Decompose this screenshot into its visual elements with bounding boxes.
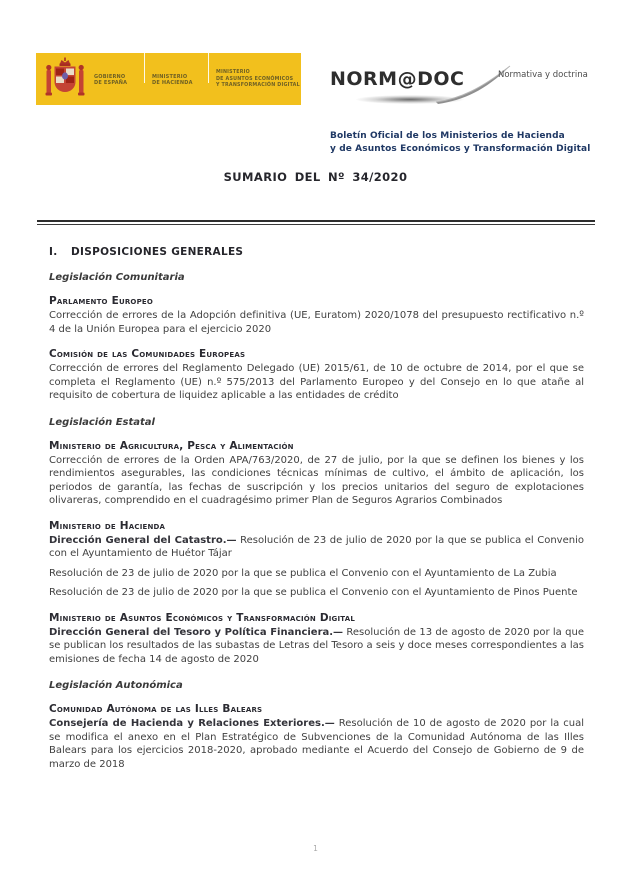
org-name: Comisión de las Comunidades Europeas bbox=[49, 348, 246, 360]
entry-text: Resolución de 10 de agosto de 2020 por la cual se modifica el anexo en el Plan Estratégico de Subvenciones de la Comunidad Autónoma de las Illes Balears para los ejercicios 2018-2020, aprobado mediante el Acuerdo del Consejo de Gobierno de 9 de marzo de 2018 bbox=[49, 718, 584, 770]
entry bbox=[49, 567, 584, 581]
org-ministerio-hacienda bbox=[49, 520, 584, 600]
entry-text: Resolución de 13 de agosto de 2020 por la que se publican los resultados de las subastas de Letras del Tesoro a seis y doce meses correspondientes a las emisiones de fecha 14 de agosto de 2020 bbox=[49, 626, 584, 665]
ministry-hacienda-line2: DE HACIENDA bbox=[152, 80, 193, 86]
entry-text: Resolución de 23 de julio de 2020 por la que se publica el Convenio con el Ayuntamiento de La Zubia bbox=[49, 567, 557, 579]
summary-title: SUMARIO DEL Nº 34/2020 bbox=[223, 170, 408, 184]
subheading-legislacion-autonomica: Legislación Autonómica bbox=[49, 680, 183, 691]
government-banner bbox=[36, 53, 301, 105]
bulletin-subtitle-line2: y de Asuntos Económicos y Transformación Digital bbox=[330, 144, 591, 154]
government-label bbox=[94, 53, 144, 105]
entry bbox=[49, 626, 584, 667]
org-name: Parlamento Europeo bbox=[49, 295, 154, 307]
org-comision-comunidades-europeas bbox=[49, 348, 584, 403]
entry bbox=[49, 717, 584, 771]
section-heading bbox=[49, 246, 584, 258]
entry-text: Corrección de errores de la Orden APA/763/2020, de 27 de julio, por la que se definen los bienes y los rendimientos asegurables, las condiciones técnicas mínimas de cultivo, el ámbito de aplicación, los periodos de garantía, las fechas de suscripción y los precios unitarios del seguro de explotaciones olivareras, comprendido en el cuadragésimo primer Plan de Seguros Agrarios Combinados bbox=[49, 454, 584, 506]
org-name: Ministerio de Asuntos Económicos y Transformación Digital bbox=[49, 611, 356, 624]
org-name: Ministerio de Agricultura, Pesca y Alimentación bbox=[49, 439, 294, 452]
entry-text: Corrección de errores de la Adopción definitiva (UE, Euratom) 2020/1078 del presupuesto rectificativo n.º 4 de la Unión Europea para el ejercicio 2020 bbox=[49, 310, 584, 335]
normadoc-tagline: Normativa y doctrina bbox=[498, 70, 588, 80]
bulletin-subtitle-line1: Boletín Oficial de los Ministerios de Hacienda bbox=[330, 131, 565, 141]
summary-content bbox=[49, 246, 584, 777]
entry bbox=[49, 454, 584, 508]
org-parlamento-europeo bbox=[49, 295, 584, 336]
entry-text: Corrección de errores del Reglamento Delegado (UE) 2015/61, de 10 de octubre de 2014, por el que se completa el Reglamento (UE) n.º 575/2013 del Parlamento Europeo y del Consejo en lo que atañe al requisito de cobertura de liquidez aplicable a las entidades de crédito bbox=[49, 363, 584, 401]
title-rule-divider bbox=[37, 220, 595, 225]
entry-lead: Consejería de Hacienda y Relaciones Exteriores.— bbox=[49, 718, 335, 729]
org-ministerio-agricultura bbox=[49, 440, 584, 508]
page-number: 1 bbox=[313, 844, 318, 853]
government-line2: DE ESPAÑA bbox=[94, 80, 128, 86]
subheading-legislacion-estatal: Legislación Estatal bbox=[49, 416, 155, 428]
normadoc-logo: NORM@DOC bbox=[330, 68, 465, 90]
ministry-hacienda-line1: MINISTERIO bbox=[152, 73, 188, 80]
normadoc-logo-block bbox=[330, 60, 598, 160]
org-name: Comunidad Autónoma de las Illes Balears bbox=[49, 703, 263, 715]
entry bbox=[49, 362, 584, 403]
ministry-asuntos-line3: Y TRANSFORMACIÓN DIGITAL bbox=[216, 83, 300, 89]
ministry-asuntos-line2: DE ASUNTOS ECONÓMICOS bbox=[216, 76, 294, 82]
entry-lead: Dirección General del Catastro.— bbox=[49, 534, 237, 546]
entry bbox=[49, 534, 584, 561]
swoosh-icon bbox=[434, 62, 514, 106]
ministry-asuntos-line1: MINISTERIO bbox=[216, 70, 250, 76]
entry bbox=[49, 586, 584, 600]
entry-text: Resolución de 23 de julio de 2020 por la que se publica el Convenio con el Ayuntamiento de Huétor Tájar bbox=[49, 534, 584, 559]
subheading-legislacion-comunitaria: Legislación Comunitaria bbox=[49, 272, 185, 283]
org-name: Ministerio de Hacienda bbox=[49, 519, 166, 532]
entry bbox=[49, 309, 584, 336]
ministry-asuntos-label bbox=[209, 53, 301, 105]
section-number: I. bbox=[49, 246, 58, 258]
government-line1: GOBIERNO bbox=[94, 73, 126, 80]
bulletin-subtitle bbox=[330, 130, 590, 156]
spain-coat-of-arms-icon bbox=[36, 53, 94, 105]
entry-lead: Dirección General del Tesoro y Política Financiera.— bbox=[49, 626, 344, 638]
org-ministerio-asuntos-economicos bbox=[49, 612, 584, 667]
ministry-hacienda-label bbox=[145, 53, 208, 105]
section-title: DISPOSICIONES GENERALES bbox=[71, 246, 244, 258]
org-comunidad-illes-balears bbox=[49, 703, 584, 771]
entry-text: Resolución de 23 de julio de 2020 por la que se publica el Convenio con el Ayuntamiento de Pinos Puente bbox=[49, 587, 578, 598]
